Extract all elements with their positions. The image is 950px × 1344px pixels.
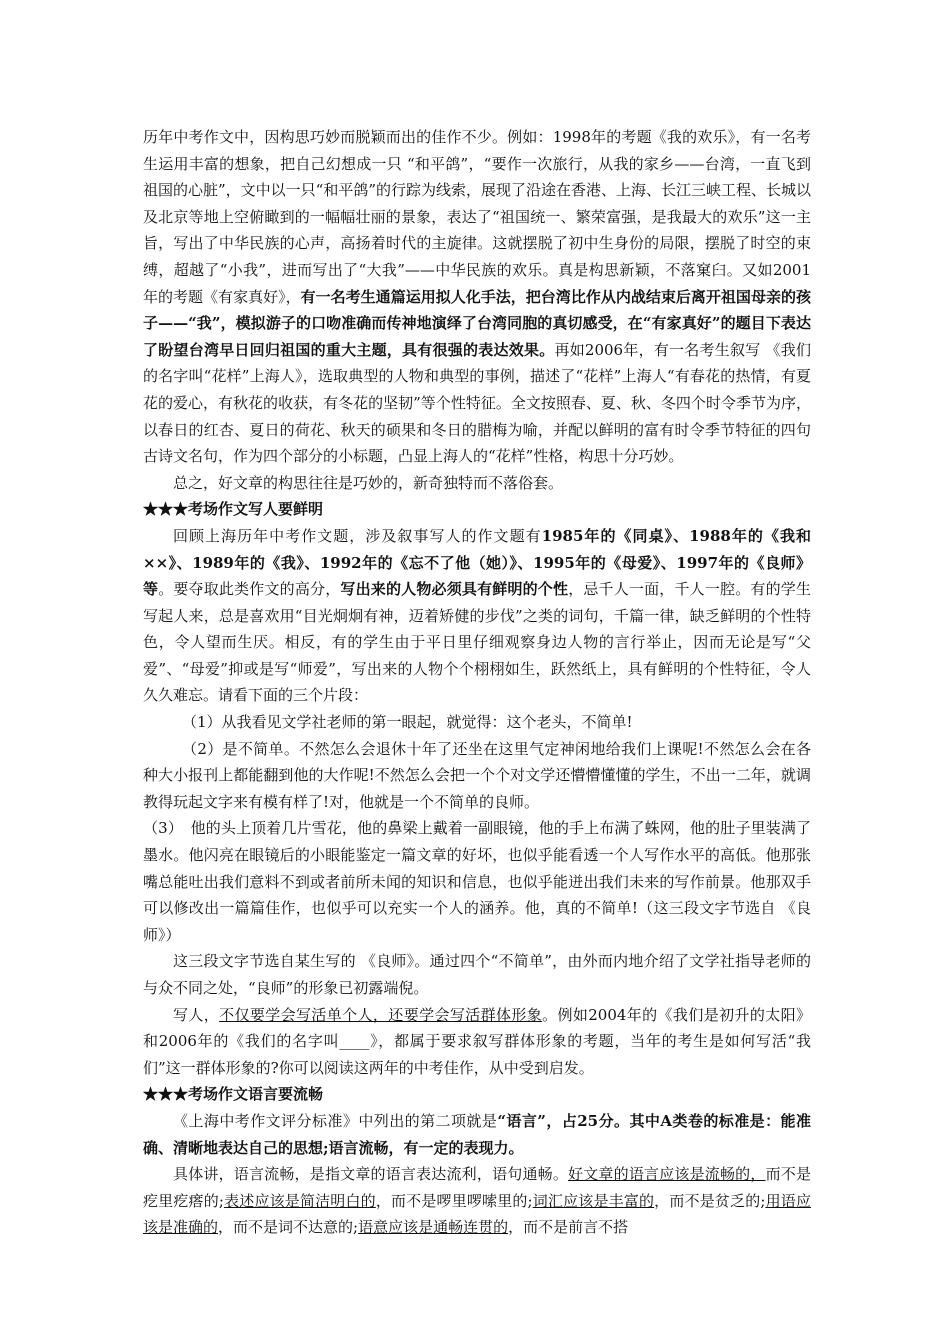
excerpt-2: （2）是不简单。不然怎么会退休十年了还坐在这里气定神闲地给我们上课呢!不然怎么会在各种大小报刊上都能翻到他的大作呢!不然怎么会把一个个对文学还懵懵懂懂的学生，不出一二年，就调教得玩起文字来有模有样了!对，他就是一个不简单的良师。	[143, 739, 811, 811]
excerpt-3: （3） 他的头上顶着几片雪花，他的鼻梁上戴着一副眼镜，他的手上布满了蛛网，他的肚子里装满了墨水。他闪亮在眼镜后的小眼能鉴定一篇文章的好坏，也似乎能看透一个人写作水平的高低。他那张嘴总能吐出我们意料不到或者前所未闻的知识和信息，也似乎能迸出我们未来的写作前景。他那双手可以修改出一篇篇佳作，也似乎可以充实一个人的涵养。他，真的不简单!（这三段文字节选自 《良师》）	[143, 819, 811, 944]
excerpt-1: （1）从我看见文学社老师的第一眼起，就觉得：这个老头，不简单!	[182, 713, 633, 732]
text-run: 具体讲，语言流畅，是指文章的语言表达流利，语句通畅。	[173, 1165, 569, 1184]
text-run: “语言”，占25分。其中A类卷的标准是：能准确、清晰地表达自己的思想;语言流畅，有一定的表现力。	[143, 1111, 811, 1157]
text-run: 写出来的人物必须具有鲜明的个性	[340, 580, 569, 599]
text-run: 。例如2004年的《我们是初升的太阳》和2006年的《我们的名字叫____》，都属于要求叙写群体形象的考题，当年的考生是如何写活“我们”这一群体形象的?你可以阅读这两年的中考佳作，从中受到启发。	[143, 1005, 811, 1077]
document-page	[143, 124, 811, 1241]
text-run: 用语应该是准确的	[143, 1191, 811, 1237]
section-heading-writing-people: ★★★考场作文写人要鲜明	[143, 500, 324, 519]
text-run: 历年中考作文中，因构思巧妙而脱颖而出的佳作不少。例如：1998年的考题《我的欢乐》，有一名考生运用丰富的想象，把自己幻想成一只 “和平鸽”，“要作一次旅行，从我的家乡——台湾，一直飞到祖国的心脏”，文中以一只“和平鸽”的行踪为线索，展现了沿途在香港、上海、长江三峡工程、长城以及北京等地上空俯瞰到的一幅幅壮丽的景象，表达了“祖国统一、繁荣富强，是我最大的欢乐”这一主旨，写出了中华民族的心声，高扬着时代的主旋律。这就摆脱了初中生身份的局限，摆脱了时空的束缚，超越了“小我”，进而写出了“大我”——中华民族的欢乐。真是构思新颖，不落窠臼。又如2001年的考题《有家真好》，	[143, 128, 812, 306]
text-run: ，忌千人一面，千人一腔。有的学生写起人来，总是喜欢用“目光炯炯有神，迈着矫健的步伐”之类的词句，千篇一律，缺乏鲜明的个性特色，令人望而生厌。相反，有的学生由于平日里仔细观察身边人物的言行举止，因而无论是写“父爱”、“母爱”抑或是写“师爱”，写出来的人物个个栩栩如生，跃然纸上，具有鲜明的个性特征，令人久久难忘。请看下面的三个片段：	[143, 580, 811, 705]
text-run: 再如2006年，有一名考生叙写 《我们的名字叫“花样”上海人》，选取典型的人物和典型的事例，描述了“花样”上海人“有春花的热情，有夏花的爱心，有秋花的收获，有冬花的坚韧”等个性特征。全文按照春、夏、秋、冬四个时令季节为序，以春日的红杏、夏日的荷花、秋天的硕果和冬日的腊梅为喻，并配以鲜明的富有时令季节特征的四句古诗文名句，作为四个部分的小标题，凸显上海人的“花样”性格，构思十分巧妙。	[143, 340, 811, 466]
text-run: 《上海中考作文评分标准》中列出的第二项就是	[173, 1111, 498, 1130]
paragraph-9	[143, 1108, 811, 1161]
text-run: 而不是疙里疙瘩的;	[143, 1165, 811, 1210]
paragraph-2: 总之，好文章的构思往往是巧妙的，新奇独特而不落俗套。	[173, 473, 564, 492]
text-run: ，而不是贫乏的;	[654, 1191, 766, 1210]
text-run: 写人，	[173, 1005, 220, 1024]
text-run: 。要夺取此类作文的高分，	[158, 580, 341, 599]
text-run: 不仅要学会写活单个人，还要学会写活群体形象	[219, 1005, 543, 1024]
text-run: 回顾上海历年中考作文题，涉及叙事写人的作文题有	[173, 526, 542, 545]
text-run: 表述应该是简洁明白的	[223, 1191, 376, 1210]
paragraph-1	[143, 124, 811, 470]
text-run: ，而不是前言不搭	[508, 1218, 629, 1237]
text-run: 有一名考生通篇运用拟人化手法，把台湾比作从内战结束后离开祖国母亲的孩子——“我”，模拟游子的口吻准确而传神地演绎了台湾同胞的真切感受，在“有家真好”的题目下表达了盼望台湾早日回归祖国的重大主题，具有很强的表达效果。	[143, 287, 811, 359]
text-run: ，而不是词不达意的;	[218, 1218, 359, 1237]
text-run: 1985年的《同桌》、1988年的《我和××》、1989年的《我》、1992年的《忘不了他（她）》、1995年的《母爱》、1997年的《良师》等	[143, 526, 811, 599]
paragraph-7: 这三段文字节选自某生写的 《良师》。通过四个“不简单”，由外而内地介绍了文学社指导老师的与众不同之处，“良师”的形象已初露端倪。	[143, 952, 811, 997]
paragraph-3	[143, 523, 811, 709]
section-heading-language: ★★★考场作文语言要流畅	[143, 1085, 324, 1104]
paragraph-10	[143, 1161, 811, 1241]
text-run: 好文章的语言应该是流畅的，	[568, 1165, 766, 1184]
text-run: ，而不是啰里啰嗦里的;	[375, 1191, 533, 1210]
paragraph-8	[143, 1002, 811, 1082]
text-run: 词汇应该是丰富的	[532, 1191, 655, 1210]
text-run: 语意应该是通畅连贯的	[358, 1218, 509, 1237]
